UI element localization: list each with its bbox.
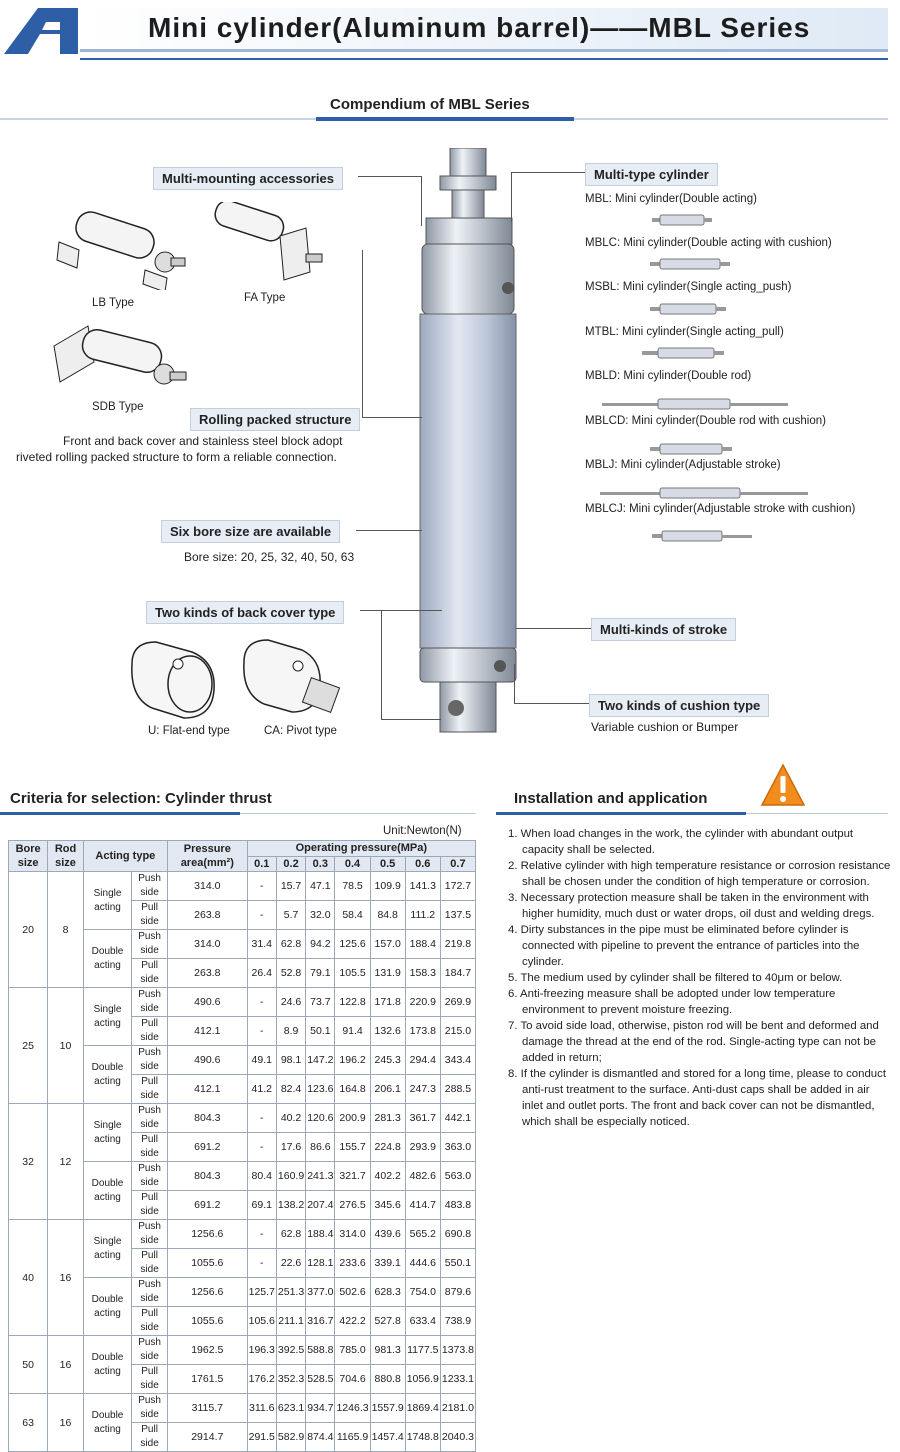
mblj-thumbnail — [598, 487, 810, 499]
cell-force: 58.4 — [335, 901, 370, 930]
cell-force: - — [247, 1017, 276, 1046]
cell-force: 24.6 — [276, 988, 305, 1017]
cell-side: Push side — [132, 1046, 168, 1075]
table-row — [9, 1104, 476, 1133]
cell-area: 314.0 — [167, 872, 247, 901]
cell-force: - — [247, 1133, 276, 1162]
rolling-description-1: Front and back cover and stainless steel block adopt — [63, 434, 343, 448]
cell-acting-type: Double acting — [83, 1046, 131, 1104]
cell-side: Pull side — [132, 901, 168, 930]
type-mblcj: MBLCJ: Mini cylinder(Adjustable stroke with cushion) — [585, 503, 856, 515]
cell-force: 363.0 — [440, 1133, 475, 1162]
cell-force: 105.6 — [247, 1307, 276, 1336]
cell-force: 247.3 — [405, 1075, 440, 1104]
cell-acting-type: Double acting — [83, 1278, 131, 1336]
cell-force: 414.7 — [405, 1191, 440, 1220]
cell-force: 62.8 — [276, 1220, 305, 1249]
leader-line-rolling — [362, 250, 422, 418]
cell-force: 132.6 — [370, 1017, 405, 1046]
installation-item: 6. Anti-freezing measure shall be adopted under low temperature environment to prevent moisture freezing. — [508, 988, 836, 1016]
cell-force: 588.8 — [306, 1336, 335, 1365]
installation-item: 2. Relative cylinder with high temperature resistance or corrosion resistance shall be chosen under the condition of high temperature or corrosion. — [508, 860, 891, 888]
sdb-type-drawing — [48, 318, 188, 400]
cell-force: 738.9 — [440, 1307, 475, 1336]
cell-force: 269.9 — [440, 988, 475, 1017]
rolling-description-2: riveted rolling packed structure to form a reliable connection. — [16, 450, 337, 464]
cell-force: 482.6 — [405, 1162, 440, 1191]
cell-force: 392.5 — [276, 1336, 305, 1365]
header-acting: Acting type — [83, 841, 167, 872]
cell-force: 704.6 — [335, 1365, 370, 1394]
cell-force: 219.8 — [440, 930, 475, 959]
table-row — [9, 1220, 476, 1249]
cell-side: Push side — [132, 1104, 168, 1133]
cell-force: 200.9 — [335, 1104, 370, 1133]
cell-force: 321.7 — [335, 1162, 370, 1191]
header-pressure-5: 0.6 — [405, 856, 440, 872]
cell-force: 1869.4 — [405, 1394, 440, 1423]
cell-force: 550.1 — [440, 1249, 475, 1278]
cell-rod: 16 — [48, 1336, 84, 1394]
cell-force: 288.5 — [440, 1075, 475, 1104]
header-pressure-2: 0.3 — [306, 856, 335, 872]
cell-force: 241.3 — [306, 1162, 335, 1191]
cell-bore: 40 — [9, 1220, 48, 1336]
cell-force: 220.9 — [405, 988, 440, 1017]
cell-force: 314.0 — [335, 1220, 370, 1249]
leader-line-bore — [356, 530, 422, 531]
cell-area: 1256.6 — [167, 1220, 247, 1249]
cell-force: 582.9 — [276, 1423, 305, 1452]
cell-force: 211.1 — [276, 1307, 305, 1336]
cell-force: 52.8 — [276, 959, 305, 988]
installation-item: 3. Necessary protection measure shall be taken in the environment with higher humidity, much dust or water drops, oil dust and welding dregs. — [508, 892, 875, 920]
header-rule — [80, 58, 888, 60]
cell-force: - — [247, 872, 276, 901]
mtbl-thumbnail — [640, 347, 726, 359]
installation-item: 4. Dirty substances in the pipe must be eliminated before cylinder is connected with pipeline to prevent the entrance of particles into the cylinder. — [508, 924, 860, 968]
cell-force: 276.5 — [335, 1191, 370, 1220]
cell-force: 5.7 — [276, 901, 305, 930]
cell-force: 879.6 — [440, 1278, 475, 1307]
cell-acting-type: Double acting — [83, 930, 131, 988]
label-multi-type: Multi-type cylinder — [585, 163, 718, 186]
cell-side: Push side — [132, 988, 168, 1017]
cell-side: Pull side — [132, 1249, 168, 1278]
cell-force: 80.4 — [247, 1162, 276, 1191]
cell-area: 691.2 — [167, 1191, 247, 1220]
header-pressure-6: 0.7 — [440, 856, 475, 872]
cell-rod: 8 — [48, 872, 84, 988]
cell-area: 804.3 — [167, 1162, 247, 1191]
cell-force: 105.5 — [335, 959, 370, 988]
cell-force: 402.2 — [370, 1162, 405, 1191]
cell-force: 47.1 — [306, 872, 335, 901]
airtac-logo — [4, 4, 78, 54]
cell-force: 84.8 — [370, 901, 405, 930]
cell-force: 291.5 — [247, 1423, 276, 1452]
fa-type-label: FA Type — [244, 292, 286, 304]
cell-side: Pull side — [132, 1133, 168, 1162]
cushion-description: Variable cushion or Bumper — [591, 720, 739, 734]
cell-side: Pull side — [132, 1307, 168, 1336]
cell-force: 1246.3 — [335, 1394, 370, 1423]
page-title: Mini cylinder(Aluminum barrel)——MBL Series — [148, 12, 811, 43]
cell-force: - — [247, 1104, 276, 1133]
cell-force: 563.0 — [440, 1162, 475, 1191]
cell-force: - — [247, 1249, 276, 1278]
installation-list — [508, 826, 893, 1130]
cell-side: Push side — [132, 872, 168, 901]
cell-force: 8.9 — [276, 1017, 305, 1046]
cell-acting-type: Double acting — [83, 1336, 131, 1394]
cell-force: 633.4 — [405, 1307, 440, 1336]
cell-force: 1056.9 — [405, 1365, 440, 1394]
type-mbld: MBLD: Mini cylinder(Double rod) — [585, 370, 752, 382]
cell-force: 17.6 — [276, 1133, 305, 1162]
cell-area: 1055.6 — [167, 1249, 247, 1278]
cell-force: 345.6 — [370, 1191, 405, 1220]
unit-label: Unit:Newton(N) — [383, 825, 462, 837]
cell-force: 41.2 — [247, 1075, 276, 1104]
installation-item: 1. When load changes in the work, the cylinder with abundant output capacity shall be selected. — [508, 828, 854, 856]
header-pressure-3: 0.4 — [335, 856, 370, 872]
table-row — [9, 988, 476, 1017]
cell-force: 528.5 — [306, 1365, 335, 1394]
cell-force: 138.2 — [276, 1191, 305, 1220]
compendium-underline — [316, 117, 574, 121]
cell-force: 1557.9 — [370, 1394, 405, 1423]
cell-force: 502.6 — [335, 1278, 370, 1307]
cell-force: 1177.5 — [405, 1336, 440, 1365]
installation-title: Installation and application — [514, 790, 708, 807]
cell-side: Pull side — [132, 959, 168, 988]
header-bore: Bore size — [9, 841, 48, 872]
mbl-thumbnail — [650, 214, 714, 226]
cell-force: 215.0 — [440, 1017, 475, 1046]
cell-force: 233.6 — [335, 1249, 370, 1278]
cell-force: 483.8 — [440, 1191, 475, 1220]
type-mblc: MBLC: Mini cylinder(Double acting with cushion) — [585, 237, 832, 249]
cell-force: 442.1 — [440, 1104, 475, 1133]
cell-area: 263.8 — [167, 901, 247, 930]
sdb-type-label: SDB Type — [92, 401, 144, 413]
cell-side: Push side — [132, 1220, 168, 1249]
type-mblcd: MBLCD: Mini cylinder(Double rod with cushion) — [585, 415, 826, 427]
cell-force: 981.3 — [370, 1336, 405, 1365]
cell-force: 15.7 — [276, 872, 305, 901]
cell-force: 91.4 — [335, 1017, 370, 1046]
lb-type-label: LB Type — [92, 297, 134, 309]
flat-end-label: U: Flat-end type — [148, 725, 230, 737]
cell-force: 123.6 — [306, 1075, 335, 1104]
table-row — [9, 872, 476, 901]
installation-underline — [496, 812, 746, 815]
pivot-type-drawing — [236, 632, 344, 724]
cell-force: 79.1 — [306, 959, 335, 988]
cell-force: 339.1 — [370, 1249, 405, 1278]
cell-rod: 16 — [48, 1220, 84, 1336]
cell-force: 224.8 — [370, 1133, 405, 1162]
lb-type-drawing — [55, 200, 190, 290]
cell-force: 439.6 — [370, 1220, 405, 1249]
mblcj-thumbnail — [650, 530, 754, 542]
cell-force: 2181.0 — [440, 1394, 475, 1423]
leader-line-cushion — [514, 664, 589, 704]
cell-side: Pull side — [132, 1075, 168, 1104]
cell-force: 86.6 — [306, 1133, 335, 1162]
cell-side: Pull side — [132, 1017, 168, 1046]
cell-force: 171.8 — [370, 988, 405, 1017]
cell-area: 804.3 — [167, 1104, 247, 1133]
table-row — [9, 1394, 476, 1423]
cell-force: 176.2 — [247, 1365, 276, 1394]
cell-force: 251.3 — [276, 1278, 305, 1307]
cell-force: 690.8 — [440, 1220, 475, 1249]
cell-force: - — [247, 1220, 276, 1249]
cell-area: 490.6 — [167, 1046, 247, 1075]
cell-force: 184.7 — [440, 959, 475, 988]
cell-rod: 16 — [48, 1394, 84, 1452]
type-msbl: MSBL: Mini cylinder(Single acting_push) — [585, 281, 792, 293]
cell-force: 125.7 — [247, 1278, 276, 1307]
cell-bore: 63 — [9, 1394, 48, 1452]
installation-item: 5. The medium used by cylinder shall be filtered to 40μm or below. — [508, 972, 843, 984]
cell-force: 31.4 — [247, 930, 276, 959]
cell-force: 160.9 — [276, 1162, 305, 1191]
cell-bore: 25 — [9, 988, 48, 1104]
cell-force: 754.0 — [405, 1278, 440, 1307]
installation-item: 8. If the cylinder is dismantled and stored for a long time, please to conduct anti-rust treatment to the surface. Anti-dust caps shall be added in air inlet and outlet ports. The front and back cover can not be dismantled, which shall be especially noticed. — [508, 1068, 886, 1128]
cell-force: 173.8 — [405, 1017, 440, 1046]
cell-force: 1748.8 — [405, 1423, 440, 1452]
cell-force: 207.4 — [306, 1191, 335, 1220]
cell-acting-type: Single acting — [83, 872, 131, 930]
cell-force: 62.8 — [276, 930, 305, 959]
cell-rod: 10 — [48, 988, 84, 1104]
cell-force: 1457.4 — [370, 1423, 405, 1452]
cell-side: Push side — [132, 1394, 168, 1423]
cell-force: 565.2 — [405, 1220, 440, 1249]
header-pressure-4: 0.5 — [370, 856, 405, 872]
cell-force: 158.3 — [405, 959, 440, 988]
cell-force: 1373.8 — [440, 1336, 475, 1365]
cell-force: 422.2 — [335, 1307, 370, 1336]
cell-acting-type: Single acting — [83, 988, 131, 1046]
cell-bore: 20 — [9, 872, 48, 988]
header-pressure-0: 0.1 — [247, 856, 276, 872]
cell-force: 22.6 — [276, 1249, 305, 1278]
cell-force: 361.7 — [405, 1104, 440, 1133]
cell-force: 527.8 — [370, 1307, 405, 1336]
fa-type-drawing — [210, 202, 325, 282]
criteria-title: Criteria for selection: Cylinder thrust — [10, 790, 272, 807]
cell-force: 377.0 — [306, 1278, 335, 1307]
cell-side: Push side — [132, 1278, 168, 1307]
thrust-table — [8, 840, 476, 1452]
cell-force: - — [247, 901, 276, 930]
label-back-cover: Two kinds of back cover type — [146, 601, 344, 624]
type-mblj: MBLJ: Mini cylinder(Adjustable stroke) — [585, 459, 781, 471]
label-bore-size: Six bore size are available — [161, 520, 340, 543]
cell-force: 78.5 — [335, 872, 370, 901]
cell-force: 196.2 — [335, 1046, 370, 1075]
label-multi-stroke: Multi-kinds of stroke — [591, 618, 736, 641]
cell-side: Pull side — [132, 1423, 168, 1452]
cell-bore: 50 — [9, 1336, 48, 1394]
leader-line-multi-type — [511, 172, 585, 222]
cell-side: Pull side — [132, 1365, 168, 1394]
cell-force: 98.1 — [276, 1046, 305, 1075]
cell-force: 50.1 — [306, 1017, 335, 1046]
cell-force: 188.4 — [405, 930, 440, 959]
header-area: Pressure area(mm²) — [167, 841, 247, 872]
cell-force: 40.2 — [276, 1104, 305, 1133]
cell-force: 444.6 — [405, 1249, 440, 1278]
mblc-thumbnail — [648, 258, 732, 270]
cell-bore: 32 — [9, 1104, 48, 1220]
cell-force: 122.8 — [335, 988, 370, 1017]
cell-force: 125.6 — [335, 930, 370, 959]
cell-force: 141.3 — [405, 872, 440, 901]
cell-force: 2040.3 — [440, 1423, 475, 1452]
header-rod: Rod size — [48, 841, 84, 872]
type-mtbl: MTBL: Mini cylinder(Single acting_pull) — [585, 326, 784, 338]
flat-end-drawing — [122, 634, 222, 724]
cell-area: 691.2 — [167, 1133, 247, 1162]
cell-force: 206.1 — [370, 1075, 405, 1104]
pivot-type-label: CA: Pivot type — [264, 725, 337, 737]
cell-force: 155.7 — [335, 1133, 370, 1162]
cell-area: 1256.6 — [167, 1278, 247, 1307]
mblcd-thumbnail — [648, 443, 734, 455]
cell-force: 137.5 — [440, 901, 475, 930]
cell-force: 311.6 — [247, 1394, 276, 1423]
table-row — [9, 1336, 476, 1365]
compendium-title: Compendium of MBL Series — [330, 96, 530, 113]
cell-force: 128.1 — [306, 1249, 335, 1278]
cell-force: 164.8 — [335, 1075, 370, 1104]
type-mbl: MBL: Mini cylinder(Double acting) — [585, 193, 757, 205]
cell-force: 32.0 — [306, 901, 335, 930]
cell-side: Push side — [132, 1336, 168, 1365]
cell-rod: 12 — [48, 1104, 84, 1220]
cell-force: 294.4 — [405, 1046, 440, 1075]
cell-area: 263.8 — [167, 959, 247, 988]
cell-force: 69.1 — [247, 1191, 276, 1220]
cell-acting-type: Double acting — [83, 1162, 131, 1220]
label-cushion-type: Two kinds of cushion type — [589, 694, 769, 717]
cell-force: 1165.9 — [335, 1423, 370, 1452]
cell-force: 49.1 — [247, 1046, 276, 1075]
cell-force: 785.0 — [335, 1336, 370, 1365]
bore-description: Bore size: 20, 25, 32, 40, 50, 63 — [184, 550, 355, 564]
cell-force: 26.4 — [247, 959, 276, 988]
cell-force: 147.2 — [306, 1046, 335, 1075]
cell-force: 157.0 — [370, 930, 405, 959]
installation-item: 7. To avoid side load, otherwise, piston rod will be bent and deformed and damage the thread at the end of the rod. Single-acting type can not be added in return; — [508, 1020, 879, 1064]
cell-area: 2914.7 — [167, 1423, 247, 1452]
cell-force: 245.3 — [370, 1046, 405, 1075]
cell-side: Push side — [132, 1162, 168, 1191]
cell-force: 934.7 — [306, 1394, 335, 1423]
leader-line-backcover-down — [381, 610, 441, 720]
cell-force: 131.9 — [370, 959, 405, 988]
cell-force: 880.8 — [370, 1365, 405, 1394]
cell-area: 1055.6 — [167, 1307, 247, 1336]
cell-force: 109.9 — [370, 872, 405, 901]
cell-acting-type: Double acting — [83, 1394, 131, 1452]
cell-area: 3115.7 — [167, 1394, 247, 1423]
leader-line-stroke — [516, 628, 591, 629]
cell-force: 1233.1 — [440, 1365, 475, 1394]
cell-force: 82.4 — [276, 1075, 305, 1104]
cell-acting-type: Single acting — [83, 1220, 131, 1278]
cell-force: 120.6 — [306, 1104, 335, 1133]
cell-acting-type: Single acting — [83, 1104, 131, 1162]
cell-area: 412.1 — [167, 1075, 247, 1104]
cell-side: Pull side — [132, 1191, 168, 1220]
cell-force: 293.9 — [405, 1133, 440, 1162]
cell-force: 352.3 — [276, 1365, 305, 1394]
cell-side: Push side — [132, 930, 168, 959]
cell-force: 73.7 — [306, 988, 335, 1017]
cell-area: 1962.5 — [167, 1336, 247, 1365]
criteria-underline — [0, 812, 240, 815]
cell-force: 172.7 — [440, 872, 475, 901]
mbld-thumbnail — [600, 398, 790, 410]
cell-force: 188.4 — [306, 1220, 335, 1249]
header-operating: Operating pressure(MPa) — [247, 841, 475, 857]
warning-icon — [760, 762, 806, 808]
msbl-thumbnail — [648, 303, 728, 315]
cell-area: 490.6 — [167, 988, 247, 1017]
cell-area: 314.0 — [167, 930, 247, 959]
cell-force: 94.2 — [306, 930, 335, 959]
cell-force: 316.7 — [306, 1307, 335, 1336]
cell-area: 412.1 — [167, 1017, 247, 1046]
cell-force: 196.3 — [247, 1336, 276, 1365]
label-mounting-accessories: Multi-mounting accessories — [153, 167, 343, 190]
cell-force: - — [247, 988, 276, 1017]
cell-force: 343.4 — [440, 1046, 475, 1075]
cell-area: 1761.5 — [167, 1365, 247, 1394]
cell-force: 281.3 — [370, 1104, 405, 1133]
leader-line-mounting — [358, 176, 422, 226]
cell-force: 111.2 — [405, 901, 440, 930]
cell-force: 623.1 — [276, 1394, 305, 1423]
label-rolling-packed: Rolling packed structure — [190, 408, 360, 431]
cell-force: 628.3 — [370, 1278, 405, 1307]
header-pressure-1: 0.2 — [276, 856, 305, 872]
cell-force: 874.4 — [306, 1423, 335, 1452]
